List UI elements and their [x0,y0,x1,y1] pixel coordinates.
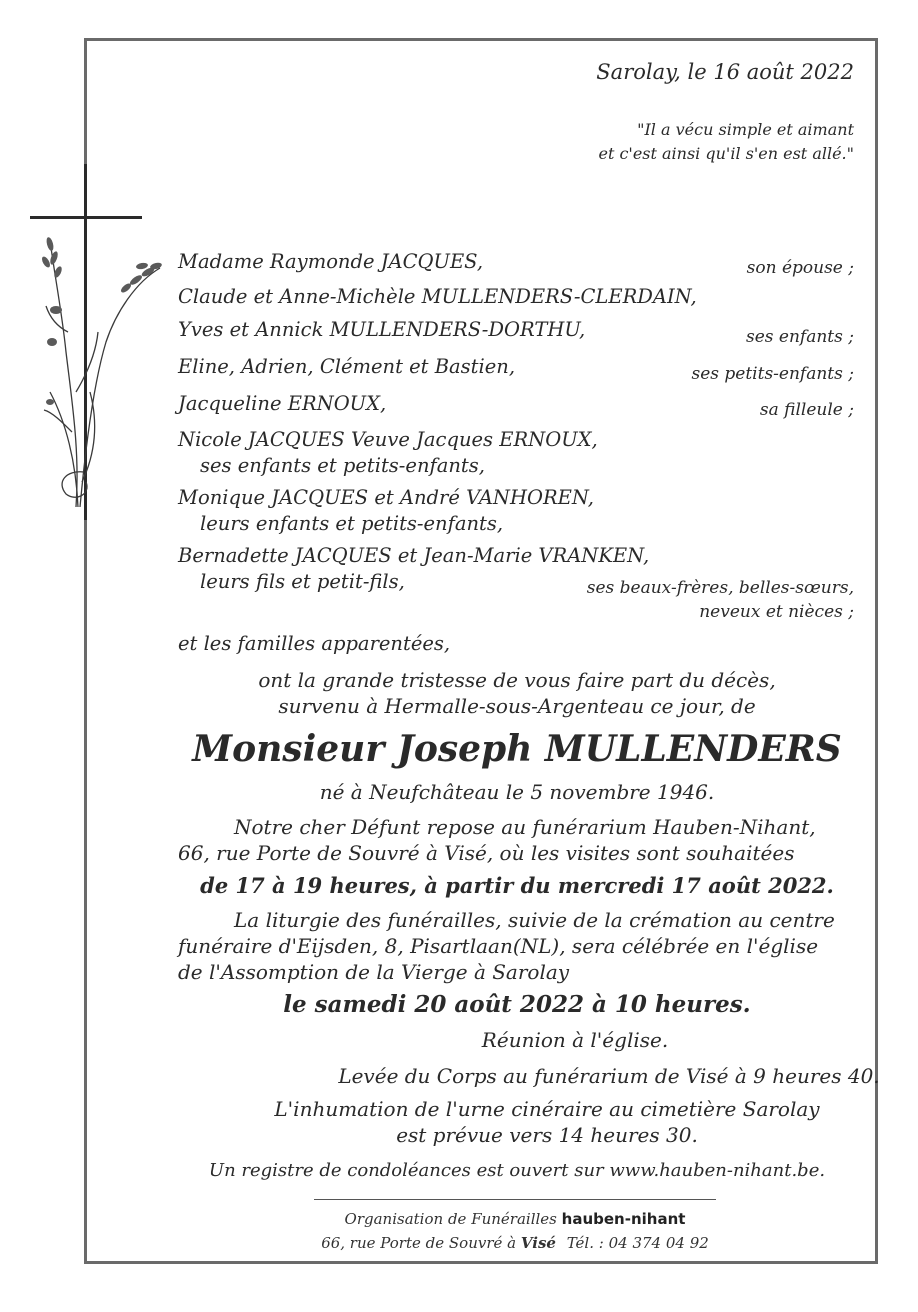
rest-line-1: Notre cher Défunt repose au funérarium Hauben-Nihant, [234,815,816,839]
relation-grandchildren: ses petits-enfants ; [691,364,854,384]
footer-phone: Tél. : 04 374 04 92 [566,1234,709,1252]
brand-logo: hauben-nihant [561,1210,686,1228]
footer-org-label: Organisation de Funérailles [344,1210,557,1228]
footer-divider [314,1199,716,1200]
meeting-info: Réunion à l'église. [481,1028,669,1052]
visit-hours-text: de 17 à 19 heures, à partir du mercredi 17 août 2022 [200,873,827,898]
family-grandchildren: Eline, Adrien, Clément et Bastien, [178,355,516,378]
visit-hours: de 17 à 19 heures, à partir du mercredi 17 août 2022. [200,873,834,898]
levee-info: Levée du Corps au funérarium de Visé à 9 heures 40. [338,1064,880,1088]
announcement-line-2: survenu à Hermalle-sous-Argenteau ce jour, de [278,694,756,718]
quote-line-2: et c'est ainsi qu'il s'en est allé." [598,144,854,163]
ceremony-date: le samedi 20 août 2022 à 10 heures. [283,991,751,1018]
liturgy-line-2: funéraire d'Eijsden, 8, Pisartlaan(NL), sera célébrée en l'église [178,934,819,958]
family-related: et les familles apparentées, [178,632,451,655]
liturgy-line-3: de l'Assomption de la Vierge à Sarolay [178,960,570,984]
family-child-2: Yves et Annick MULLENDERS-DORTHU, [178,318,586,341]
relation-wife: son épouse ; [746,258,854,278]
rest-line-2: 66, rue Porte de Souvré à Visé, où les visites sont souhaitées [178,841,795,865]
announcement-line-1: ont la grande tristesse de vous faire part du décès, [258,668,776,692]
urn-line-2: est prévue vers 14 heures 30. [396,1123,698,1147]
condolence-register: Un registre de condoléances est ouvert sur www.hauben-nihant.be. [208,1160,826,1181]
footer-address [56,1234,918,1252]
quote-line-1: "Il a vécu simple et aimant [637,120,854,139]
epitaph-quote [598,118,854,166]
family-child-1: Claude et Anne-Michèle MULLENDERS-CLERDAIN, [178,285,697,308]
family-inlaw-3: Bernadette JACQUES et Jean-Marie VRANKEN, [178,544,650,567]
liturgy-line-1: La liturgie des funérailles, suivie de la crémation au centre [234,908,835,932]
relation-inlaws-2: neveux et nièces ; [699,602,854,622]
family-goddaughter: Jacqueline ERNOUX, [178,392,387,415]
urn-line-1: L'inhumation de l'urne cinéraire au cimetière Sarolay [274,1097,820,1121]
footer-organisation [56,1210,918,1228]
relation-children: ses enfants ; [746,327,854,347]
deceased-name: Monsieur Joseph MULLENDERS [192,728,842,770]
footer-address-city: Visé [520,1234,556,1252]
family-wife: Madame Raymonde JACQUES, [178,250,484,273]
family-inlaw-3-sub: leurs fils et petit-fils, [200,570,405,593]
family-inlaw-1-sub: ses enfants et petits-enfants, [200,454,485,477]
birth-info: né à Neufchâteau le 5 novembre 1946. [319,780,715,804]
place-date: Sarolay, le 16 août 2022 [596,60,854,84]
relation-goddaughter: sa filleule ; [759,400,854,420]
family-inlaw-2: Monique JACQUES et André VANHOREN, [178,486,594,509]
family-inlaw-1: Nicole JACQUES Veuve Jacques ERNOUX, [178,428,598,451]
relation-inlaws-1: ses beaux-frères, belles-sœurs, [586,578,854,598]
ceremony-date-text: le samedi 20 août 2022 à 10 heures [283,991,743,1018]
family-inlaw-2-sub: leurs enfants et petits-enfants, [200,512,504,535]
footer-address-street: 66, rue Porte de Souvré à [321,1234,517,1252]
